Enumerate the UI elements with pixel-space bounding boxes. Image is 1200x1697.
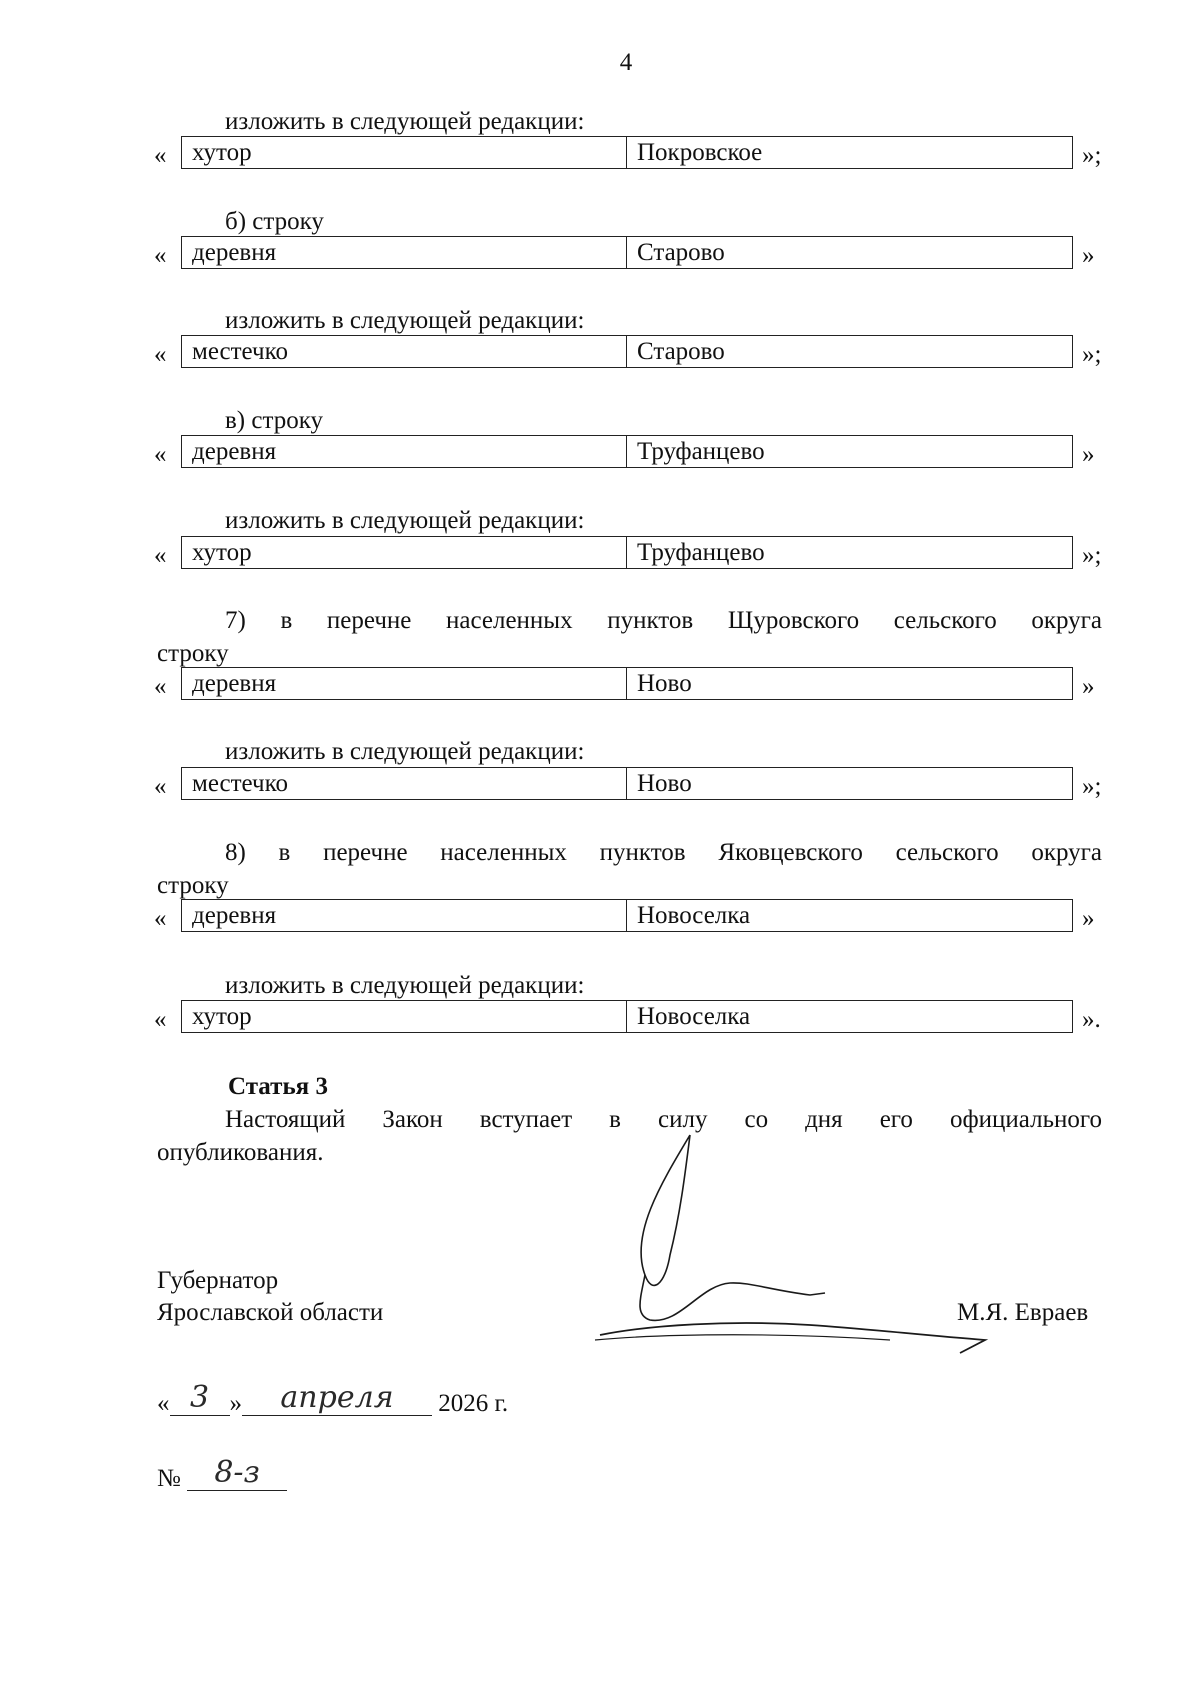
- intro-text: изложить в следующей редакции:: [225, 738, 585, 765]
- settlement-type-cell: деревня: [182, 237, 627, 268]
- settlement-table: [181, 899, 1073, 932]
- settlement-type-cell: хутор: [182, 137, 627, 168]
- signatory-name: М.Я. Евраев: [957, 1299, 1089, 1326]
- intro-text: изложить в следующей редакции:: [225, 507, 585, 534]
- close-quote: »;: [1082, 142, 1102, 169]
- number-handwritten: 8-з: [214, 1455, 260, 1490]
- settlement-table: [181, 536, 1073, 569]
- signatory-title-line: Ярославской области: [157, 1299, 384, 1326]
- date-line: [157, 1380, 509, 1417]
- settlement-name-cell: Ново: [637, 770, 692, 797]
- close-quote: ».: [1082, 1006, 1101, 1033]
- close-quote: »: [1082, 905, 1095, 932]
- open-quote: «: [154, 142, 167, 169]
- settlement-type-cell: местечко: [182, 336, 627, 367]
- close-quote: »: [1082, 441, 1095, 468]
- intro-text: в) строку: [225, 407, 323, 434]
- close-quote: »;: [1082, 773, 1102, 800]
- intro-text: б) строку: [225, 208, 324, 235]
- paragraph-continuation: строку: [157, 640, 229, 667]
- settlement-type-cell: деревня: [182, 668, 627, 699]
- article-heading: Статья 3: [228, 1073, 328, 1100]
- paragraph-item-8: [157, 837, 1102, 869]
- settlement-table: [181, 435, 1073, 468]
- open-quote: «: [154, 773, 167, 800]
- settlement-name-cell: Покровское: [637, 139, 763, 166]
- settlement-type-cell: местечко: [182, 768, 627, 799]
- settlement-name-cell: Новоселка: [637, 902, 751, 929]
- close-quote: »: [1082, 673, 1095, 700]
- date-day-handwritten: 3: [189, 1380, 210, 1415]
- settlement-type-cell: деревня: [182, 436, 627, 467]
- settlement-table: [181, 335, 1073, 368]
- paragraph-continuation: строку: [157, 872, 229, 899]
- paragraph-text: 7) в перечне населенных пунктов Щуровского сельского округа: [225, 607, 1102, 634]
- intro-text: изложить в следующей редакции:: [225, 307, 585, 334]
- open-quote: «: [154, 542, 167, 569]
- open-quote: «: [154, 673, 167, 700]
- settlement-table: [181, 767, 1073, 800]
- close-quote: »: [1082, 242, 1095, 269]
- settlement-table: [181, 667, 1073, 700]
- settlement-type-cell: хутор: [182, 537, 627, 568]
- signatory-title-line: Губернатор: [157, 1267, 279, 1294]
- settlement-table: [181, 1000, 1073, 1033]
- settlement-type-cell: хутор: [182, 1001, 627, 1032]
- settlement-name-cell: Старово: [637, 239, 725, 266]
- settlement-name-cell: Новоселка: [637, 1003, 751, 1030]
- date-day-field: [170, 1380, 230, 1416]
- date-month-field: [242, 1380, 432, 1416]
- settlement-type-cell: деревня: [182, 900, 627, 931]
- signatory-title: [157, 1265, 383, 1329]
- number-label: №: [157, 1465, 181, 1492]
- page-number: 4: [619, 49, 633, 76]
- date-year: 2026 г.: [438, 1390, 509, 1417]
- settlement-name-cell: Ново: [637, 670, 692, 697]
- close-quote: »;: [1082, 341, 1102, 368]
- handwritten-signature: [590, 1125, 1000, 1365]
- open-quote: «: [154, 1006, 167, 1033]
- paragraph-text: 8) в перечне населенных пунктов Яковцевского сельского округа: [225, 839, 1102, 866]
- settlement-table: [181, 136, 1073, 169]
- open-quote: «: [154, 242, 167, 269]
- intro-text: изложить в следующей редакции:: [225, 972, 585, 999]
- intro-text: изложить в следующей редакции:: [225, 108, 585, 135]
- article-text-line: Настоящий Закон вступает в силу со дня его официального: [225, 1106, 1102, 1133]
- date-open-quote: «: [157, 1390, 170, 1417]
- settlement-table: [181, 236, 1073, 269]
- number-field: [187, 1455, 287, 1491]
- settlement-name-cell: Труфанцево: [637, 539, 765, 566]
- settlement-name-cell: Труфанцево: [637, 438, 765, 465]
- date-month-handwritten: апреля: [280, 1380, 394, 1415]
- date-close-quote: »: [229, 1390, 242, 1417]
- open-quote: «: [154, 905, 167, 932]
- article-text-end: опубликования.: [157, 1139, 324, 1166]
- open-quote: «: [154, 441, 167, 468]
- paragraph-item-7: [157, 605, 1102, 637]
- document-number: [157, 1455, 287, 1492]
- open-quote: «: [154, 341, 167, 368]
- settlement-name-cell: Старово: [637, 338, 725, 365]
- close-quote: »;: [1082, 542, 1102, 569]
